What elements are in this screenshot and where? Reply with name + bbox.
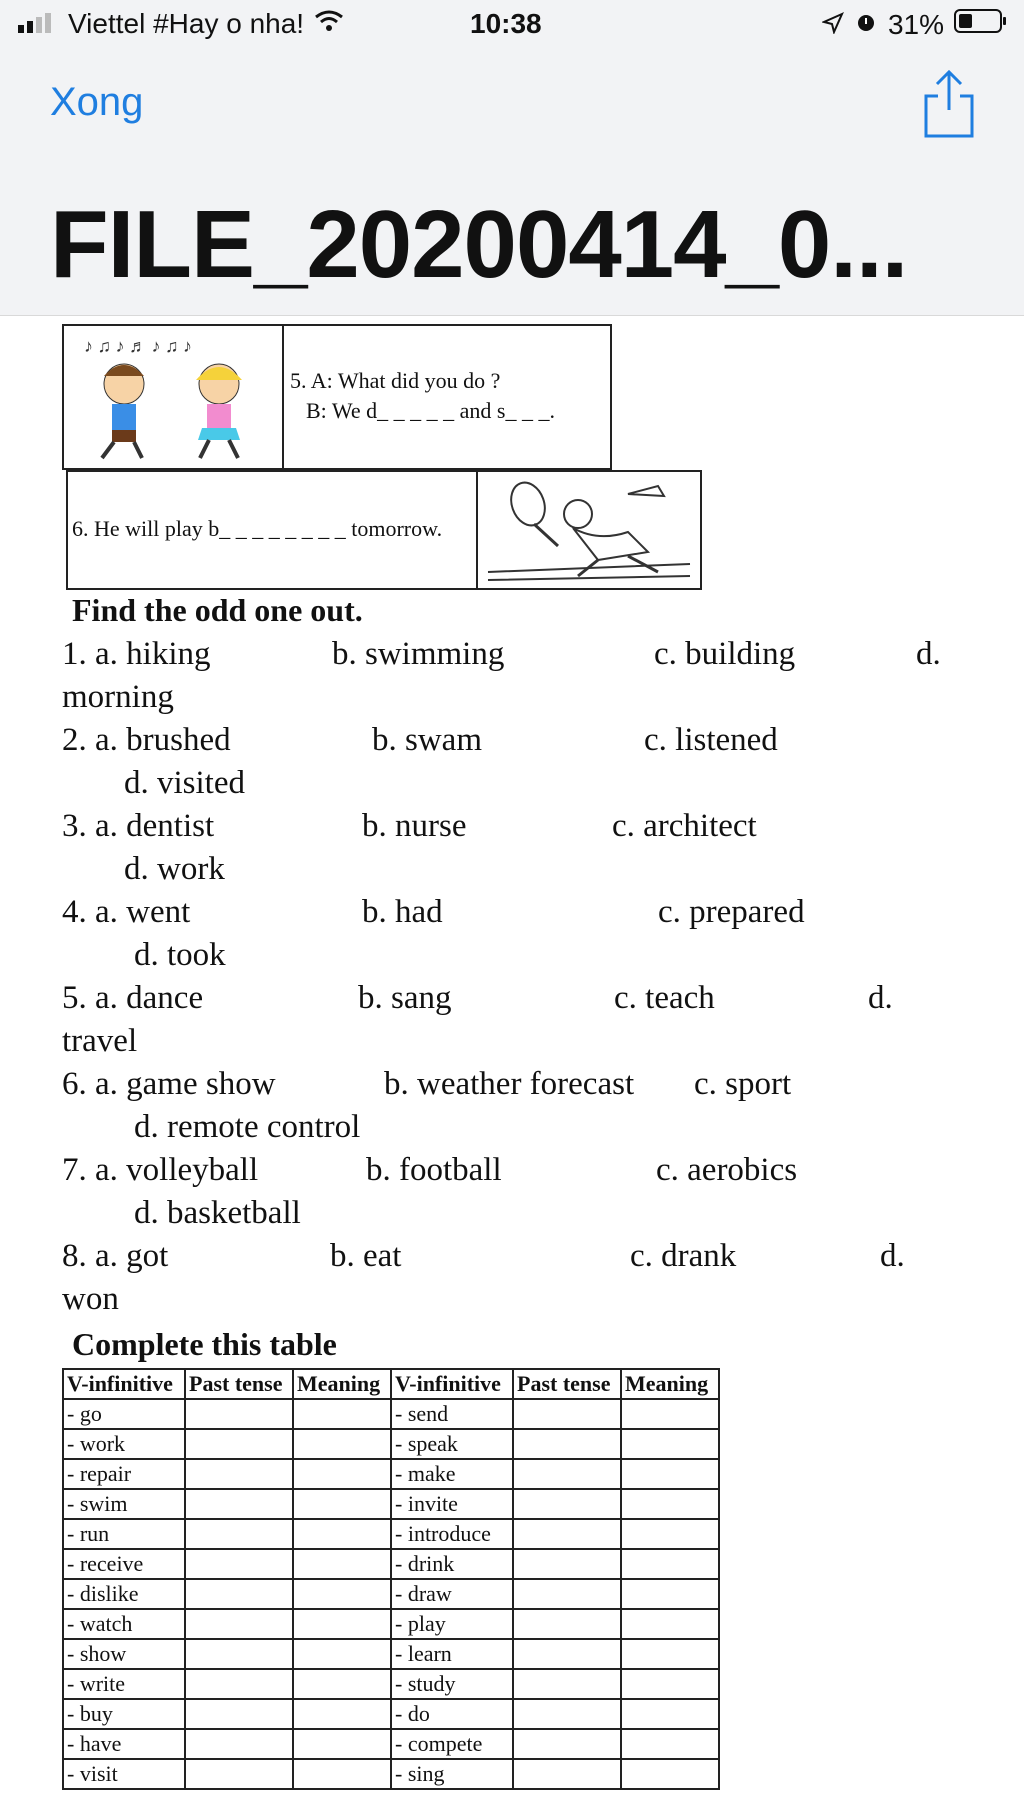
header-meaning-2: Meaning (621, 1369, 719, 1399)
odd-q4-d: d. took (134, 937, 226, 973)
meaning-cell (293, 1399, 391, 1429)
verb-cell: - do (391, 1699, 513, 1729)
odd-q5-a: 5. a. dance (62, 980, 204, 1016)
location-arrow-icon (822, 9, 844, 41)
document-title: FILE_20200414_0... (50, 191, 908, 298)
odd-q8-c: c. drank (630, 1238, 737, 1274)
verb-cell: - send (391, 1399, 513, 1429)
navigation-bar (0, 50, 1024, 316)
verb-cell: - swim (63, 1489, 185, 1519)
done-button[interactable]: Xong (50, 80, 144, 124)
odd-q3-d: d. work (124, 851, 225, 887)
past-tense-cell (185, 1489, 293, 1519)
meaning-cell (621, 1399, 719, 1429)
meaning-cell (621, 1699, 719, 1729)
odd-q6-b: b. weather forecast (384, 1066, 635, 1102)
meaning-cell (293, 1549, 391, 1579)
meaning-cell (621, 1429, 719, 1459)
verb-cell: - invite (391, 1489, 513, 1519)
odd-q4-b: b. had (362, 894, 443, 930)
verb-cell: - speak (391, 1429, 513, 1459)
meaning-cell (621, 1729, 719, 1759)
table-row (63, 1609, 719, 1639)
verb-cell: - show (63, 1639, 185, 1669)
odd-q3-b: b. nurse (362, 808, 467, 844)
odd-q5-d-word: travel (62, 1023, 138, 1059)
odd-one-out-heading: Find the odd one out. (72, 592, 363, 628)
odd-q6-c: c. sport (694, 1066, 792, 1102)
meaning-cell (293, 1669, 391, 1699)
odd-q5-b: b. sang (358, 980, 452, 1016)
question-6-text: 6. He will play b_ _ _ _ _ _ _ _ tomorrow. (72, 516, 443, 541)
verb-cell: - go (63, 1399, 185, 1429)
table-body (63, 1399, 719, 1789)
odd-q1-c: c. building (654, 636, 796, 672)
meaning-cell (621, 1639, 719, 1669)
verb-cell: - visit (63, 1759, 185, 1789)
past-tense-cell (513, 1429, 621, 1459)
past-tense-cell (513, 1729, 621, 1759)
past-tense-cell (513, 1459, 621, 1489)
table-row (63, 1669, 719, 1699)
verb-cell: - work (63, 1429, 185, 1459)
past-tense-cell (513, 1669, 621, 1699)
verb-cell: - compete (391, 1729, 513, 1759)
meaning-cell (621, 1759, 719, 1789)
table-row (63, 1459, 719, 1489)
odd-q1-b: b. swimming (332, 636, 505, 672)
odd-q6-a: 6. a. game show (62, 1066, 276, 1102)
header-v-infinitive: V-infinitive (63, 1369, 185, 1399)
table-row (63, 1639, 719, 1669)
question-5-box (282, 324, 612, 470)
svg-text:♪ ♫ ♪ ♬ ♪ ♫ ♪: ♪ ♫ ♪ ♬ ♪ ♫ ♪ (84, 336, 192, 356)
table-header-row (63, 1369, 719, 1399)
odd-q7-c: c. aerobics (656, 1152, 798, 1188)
table-row (63, 1759, 719, 1789)
odd-q8-b: b. eat (330, 1238, 402, 1274)
status-bar (0, 0, 1024, 50)
meaning-cell (293, 1729, 391, 1759)
verb-cell: - buy (63, 1699, 185, 1729)
table-row (63, 1519, 719, 1549)
alarm-icon (854, 9, 878, 41)
question-6-box (66, 470, 480, 590)
past-tense-cell (185, 1519, 293, 1549)
wifi-icon (314, 8, 344, 40)
verb-cell: - receive (63, 1549, 185, 1579)
table-row (63, 1549, 719, 1579)
badminton-picture (476, 470, 702, 590)
meaning-cell (293, 1489, 391, 1519)
meaning-cell (293, 1519, 391, 1549)
verb-cell: - make (391, 1459, 513, 1489)
meaning-cell (293, 1639, 391, 1669)
table-row (63, 1729, 719, 1759)
past-tense-cell (185, 1399, 293, 1429)
verb-cell: - write (63, 1669, 185, 1699)
past-tense-cell (513, 1609, 621, 1639)
verb-cell: - repair (63, 1459, 185, 1489)
table-row (63, 1579, 719, 1609)
clock: 10:38 (470, 8, 542, 39)
table-row (63, 1489, 719, 1519)
carrier-label: Viettel #Hay o nha! (68, 8, 305, 39)
odd-q4-a: 4. a. went (62, 894, 191, 930)
past-tense-cell (185, 1459, 293, 1489)
meaning-cell (293, 1759, 391, 1789)
odd-q2-d: d. visited (124, 765, 245, 801)
document-page (0, 316, 1024, 1820)
meaning-cell (293, 1429, 391, 1459)
signal-icon (18, 8, 58, 40)
odd-q2-a: 2. a. brushed (62, 722, 231, 758)
odd-q8-d-word: won (62, 1281, 119, 1317)
header-past-tense-2: Past tense (513, 1369, 621, 1399)
table-row (63, 1399, 719, 1429)
past-tense-cell (513, 1549, 621, 1579)
odd-q1-d: d. (916, 636, 941, 672)
verb-cell: - draw (391, 1579, 513, 1609)
verb-cell: - drink (391, 1549, 513, 1579)
odd-q8-d: d. (880, 1238, 905, 1274)
verb-cell: - run (63, 1519, 185, 1549)
odd-q1-a: 1. a. hiking (62, 636, 211, 672)
share-icon[interactable] (922, 68, 976, 145)
odd-q3-c: c. architect (612, 808, 757, 844)
past-tense-cell (513, 1579, 621, 1609)
question-5-line-b: B: We d_ _ _ _ _ and s_ _ _. (306, 398, 555, 423)
odd-q7-d: d. basketball (134, 1195, 301, 1231)
verb-table (62, 1368, 720, 1790)
odd-q2-c: c. listened (644, 722, 778, 758)
verb-cell: - learn (391, 1639, 513, 1669)
meaning-cell (293, 1699, 391, 1729)
past-tense-cell (185, 1549, 293, 1579)
past-tense-cell (513, 1489, 621, 1519)
verb-cell: - study (391, 1669, 513, 1699)
odd-q1-d-word: morning (62, 679, 174, 715)
meaning-cell (621, 1549, 719, 1579)
odd-q3-a: 3. a. dentist (62, 808, 215, 844)
table-row (63, 1699, 719, 1729)
verb-cell: - watch (63, 1609, 185, 1639)
meaning-cell (621, 1489, 719, 1519)
past-tense-cell (185, 1429, 293, 1459)
odd-q4-c: c. prepared (658, 894, 805, 930)
verb-cell: - introduce (391, 1519, 513, 1549)
odd-q5-c: c. teach (614, 980, 715, 1016)
odd-q5-d: d. (868, 980, 893, 1016)
past-tense-cell (185, 1609, 293, 1639)
past-tense-cell (513, 1399, 621, 1429)
past-tense-cell (185, 1669, 293, 1699)
odd-q6-d: d. remote control (134, 1109, 361, 1145)
table-heading: Complete this table (72, 1326, 337, 1362)
verb-cell: - have (63, 1729, 185, 1759)
meaning-cell (621, 1459, 719, 1489)
past-tense-cell (185, 1639, 293, 1669)
past-tense-cell (185, 1759, 293, 1789)
header-past-tense: Past tense (185, 1369, 293, 1399)
verb-cell: - dislike (63, 1579, 185, 1609)
meaning-cell (293, 1459, 391, 1489)
verb-cell: - sing (391, 1759, 513, 1789)
past-tense-cell (513, 1759, 621, 1789)
odd-q2-b: b. swam (372, 722, 482, 758)
battery-icon (954, 8, 1008, 41)
dancing-kids-picture (62, 324, 286, 470)
past-tense-cell (185, 1729, 293, 1759)
meaning-cell (621, 1519, 719, 1549)
meaning-cell (621, 1609, 719, 1639)
meaning-cell (293, 1579, 391, 1609)
odd-q7-a: 7. a. volleyball (62, 1152, 259, 1188)
meaning-cell (293, 1609, 391, 1639)
question-5-line-a: 5. A: What did you do ? (290, 368, 501, 393)
header-meaning: Meaning (293, 1369, 391, 1399)
meaning-cell (621, 1579, 719, 1609)
meaning-cell (621, 1669, 719, 1699)
header-v-infinitive-2: V-infinitive (391, 1369, 513, 1399)
past-tense-cell (513, 1639, 621, 1669)
battery-percent: 31% (887, 8, 944, 40)
odd-q7-b: b. football (366, 1152, 502, 1188)
past-tense-cell (185, 1699, 293, 1729)
verb-cell: - play (391, 1609, 513, 1639)
past-tense-cell (185, 1579, 293, 1609)
odd-q8-a: 8. a. got (62, 1238, 169, 1274)
past-tense-cell (513, 1699, 621, 1729)
table-row (63, 1429, 719, 1459)
past-tense-cell (513, 1519, 621, 1549)
